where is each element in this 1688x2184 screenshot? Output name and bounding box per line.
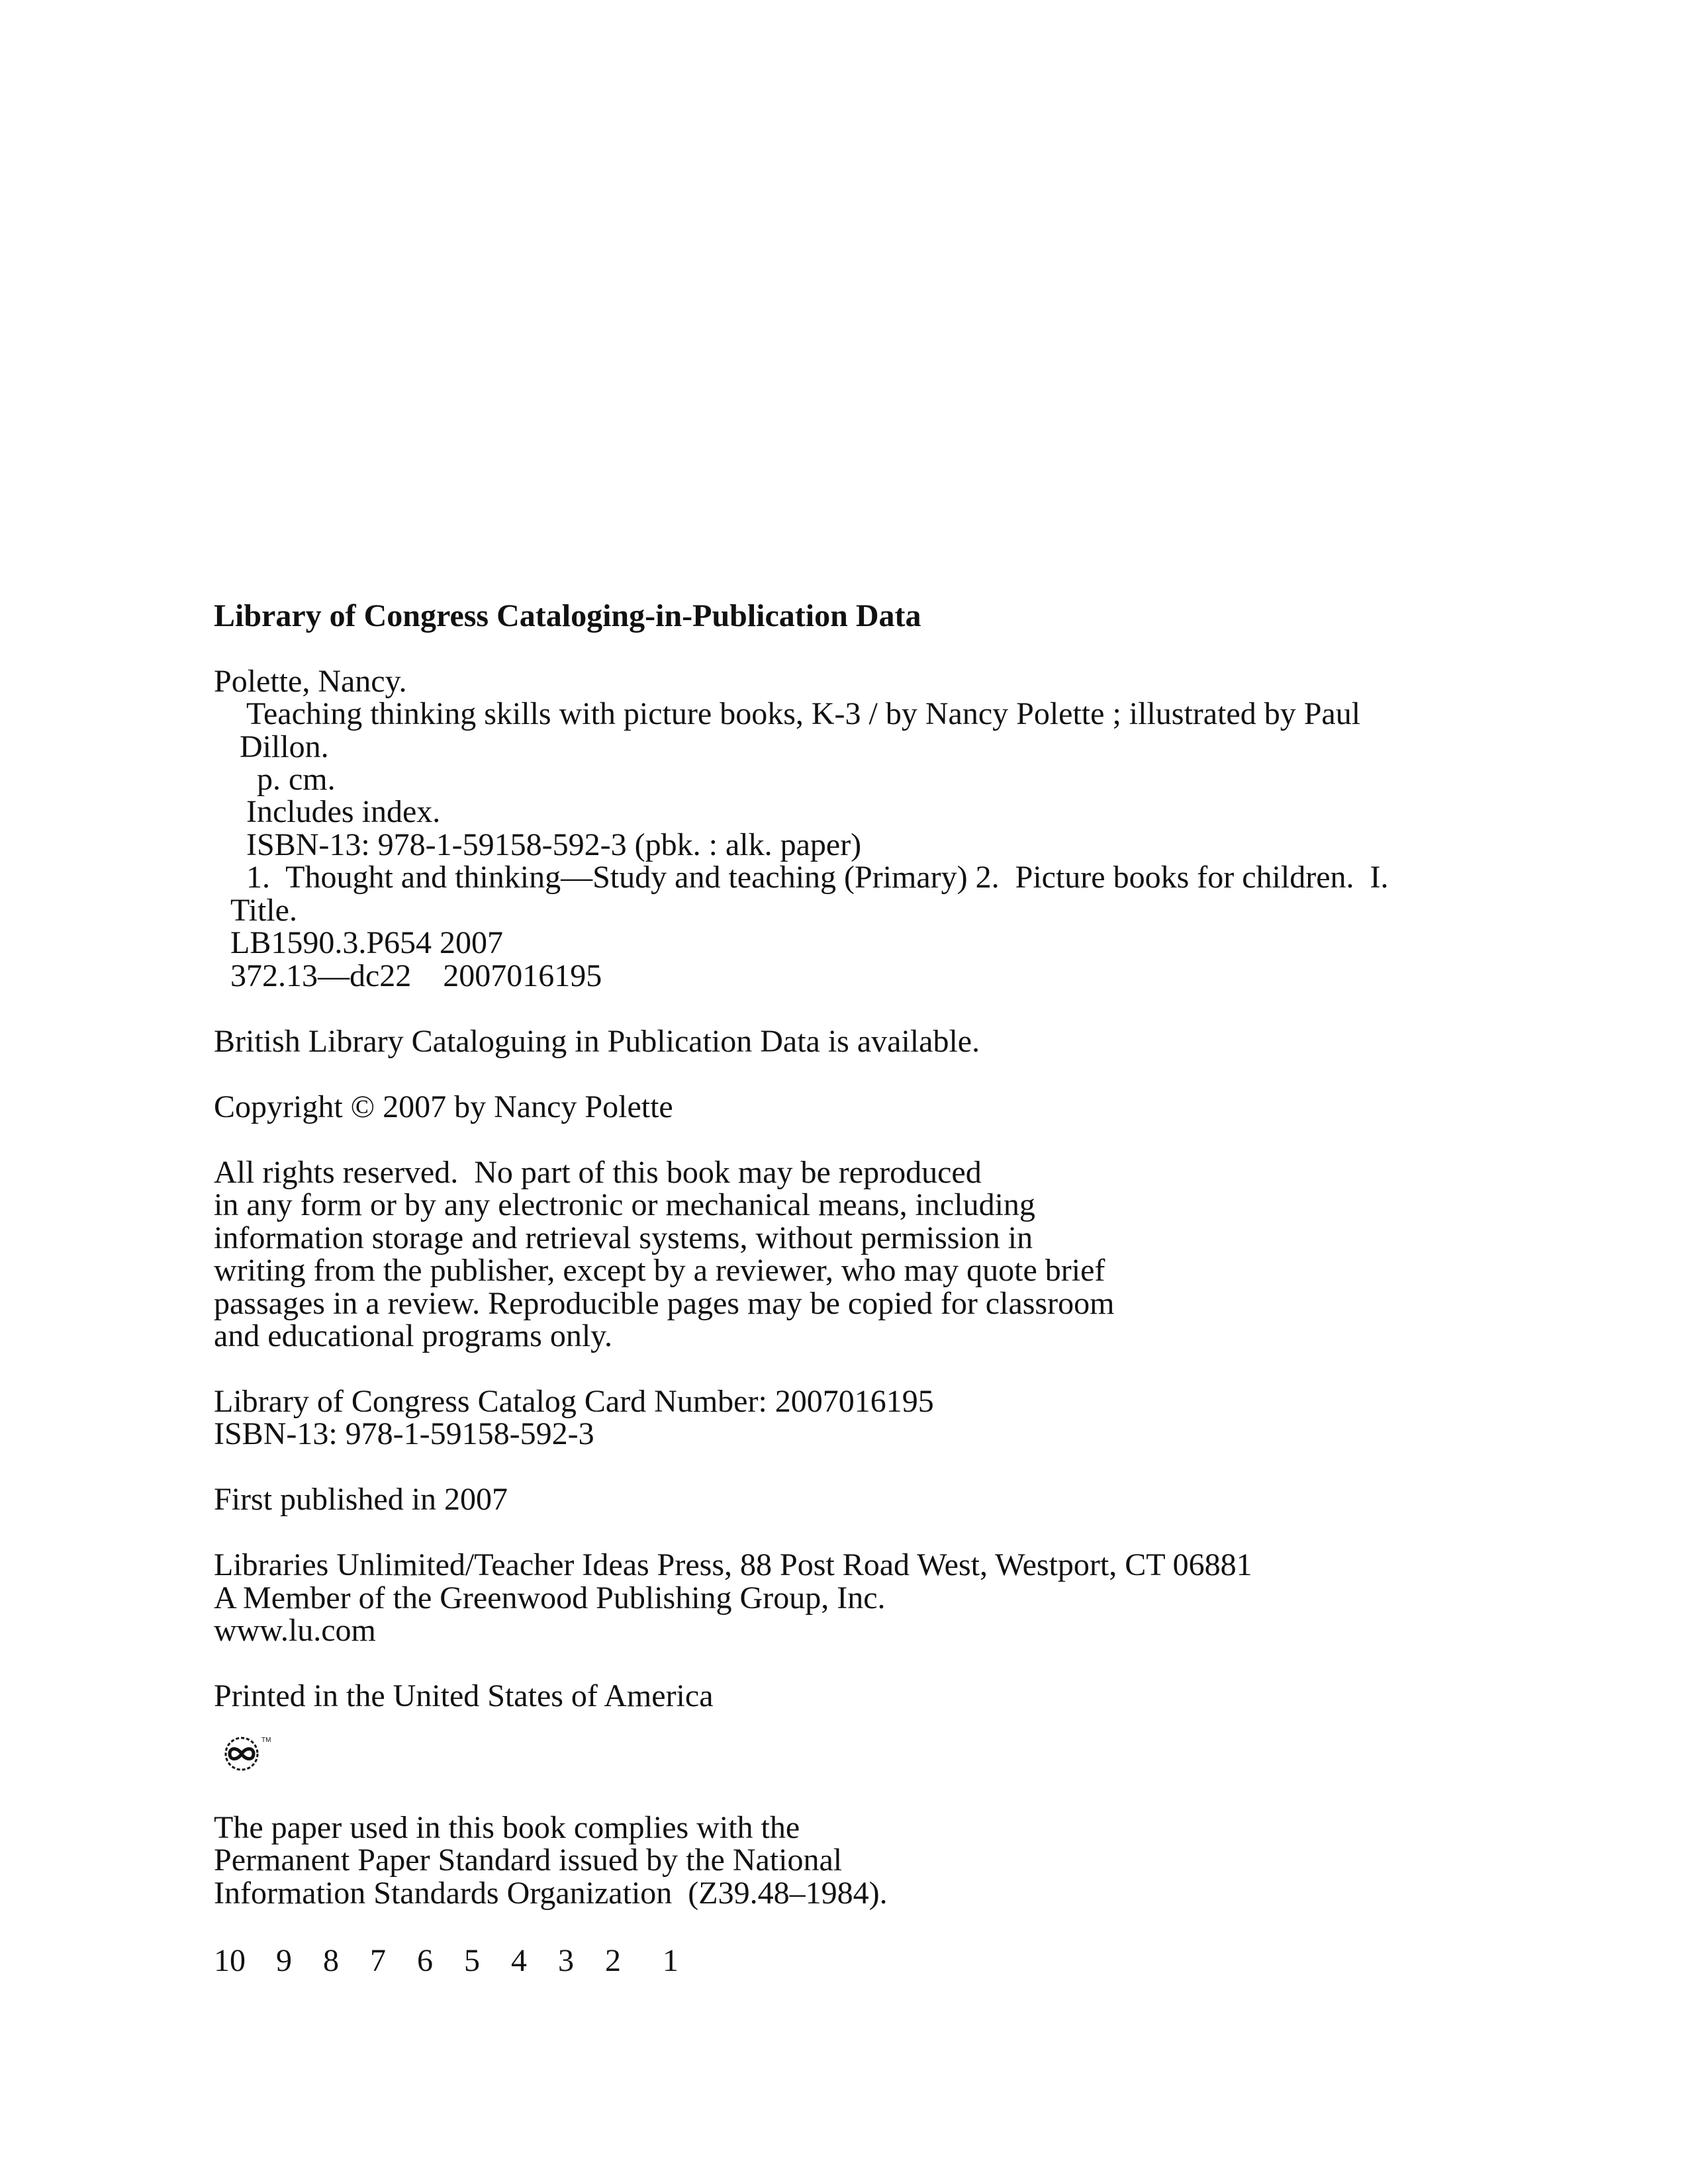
printed-in: Printed in the United States of America: [214, 1678, 714, 1713]
rights-line: writing from the publisher, except by a reviewer, who may quote brief: [214, 1253, 1105, 1288]
publisher-address: Libraries Unlimited/Teacher Ideas Press, 88 Post Road West, Westport, CT 06881: [214, 1547, 1252, 1582]
cip-ddc: 372.13—dc22 2007016195: [230, 958, 602, 993]
rights-line: information storage and retrieval systems, without permission in: [214, 1220, 1033, 1255]
cip-isbn: ISBN-13: 978-1-59158-592-3 (pbk. : alk. paper): [246, 827, 862, 862]
paper-note-line: Information Standards Organization (Z39.48–1984).: [214, 1876, 888, 1911]
printing-number: 5: [464, 1943, 480, 1978]
copyright-line: Copyright © 2007 by Nancy Polette: [214, 1089, 673, 1124]
printing-number: 1: [663, 1943, 679, 1978]
cip-subjects-line1: 1. Thought and thinking—Study and teaching (Primary) 2. Picture books for children. I.: [246, 860, 1389, 895]
isbn-13: ISBN-13: 978-1-59158-592-3: [214, 1416, 594, 1451]
british-library-note: British Library Cataloguing in Publication Data is available.: [214, 1024, 980, 1059]
printing-number: 7: [370, 1943, 386, 1978]
rights-line: and educational programs only.: [214, 1318, 613, 1353]
printing-number: 9: [276, 1943, 292, 1978]
printing-number: 3: [558, 1943, 574, 1978]
rights-line: in any form or by any electronic or mechanical means, including: [214, 1187, 1035, 1222]
printing-number: 8: [323, 1943, 339, 1978]
cip-pages: p. cm.: [257, 762, 336, 797]
svg-text:TM: TM: [261, 1737, 271, 1744]
cip-title-line1: Teaching thinking skills with picture books, K-3 / by Nancy Polette ; illustrated by Paul: [246, 696, 1361, 731]
paper-note-line: Permanent Paper Standard issued by the National: [214, 1843, 843, 1878]
cip-title-line2: Dillon.: [240, 729, 329, 764]
rights-line: passages in a review. Reproducible pages may be copied for classroom: [214, 1286, 1115, 1321]
printing-number: 2: [605, 1943, 621, 1978]
permanent-paper-infinity-icon: [220, 1733, 273, 1772]
catalog-card-number: Library of Congress Catalog Card Number: 2007016195: [214, 1384, 934, 1419]
publisher-group: A Member of the Greenwood Publishing Group, Inc.: [214, 1580, 886, 1615]
cip-heading: Library of Congress Cataloging-in-Publication Data: [214, 598, 921, 633]
cip-author: Polette, Nancy.: [214, 664, 407, 699]
printing-number: 4: [511, 1943, 527, 1978]
publisher-url: www.lu.com: [214, 1613, 376, 1648]
cip-lcc: LB1590.3.P654 2007: [230, 925, 504, 960]
printing-number: 6: [417, 1943, 433, 1978]
first-published: First published in 2007: [214, 1482, 508, 1517]
cip-index-note: Includes index.: [246, 794, 441, 829]
rights-line: All rights reserved. No part of this book may be reproduced: [214, 1155, 982, 1190]
printing-number: 10: [214, 1943, 246, 1978]
paper-note-line: The paper used in this book complies with the: [214, 1810, 800, 1845]
cip-subjects-line2: Title.: [230, 893, 297, 928]
